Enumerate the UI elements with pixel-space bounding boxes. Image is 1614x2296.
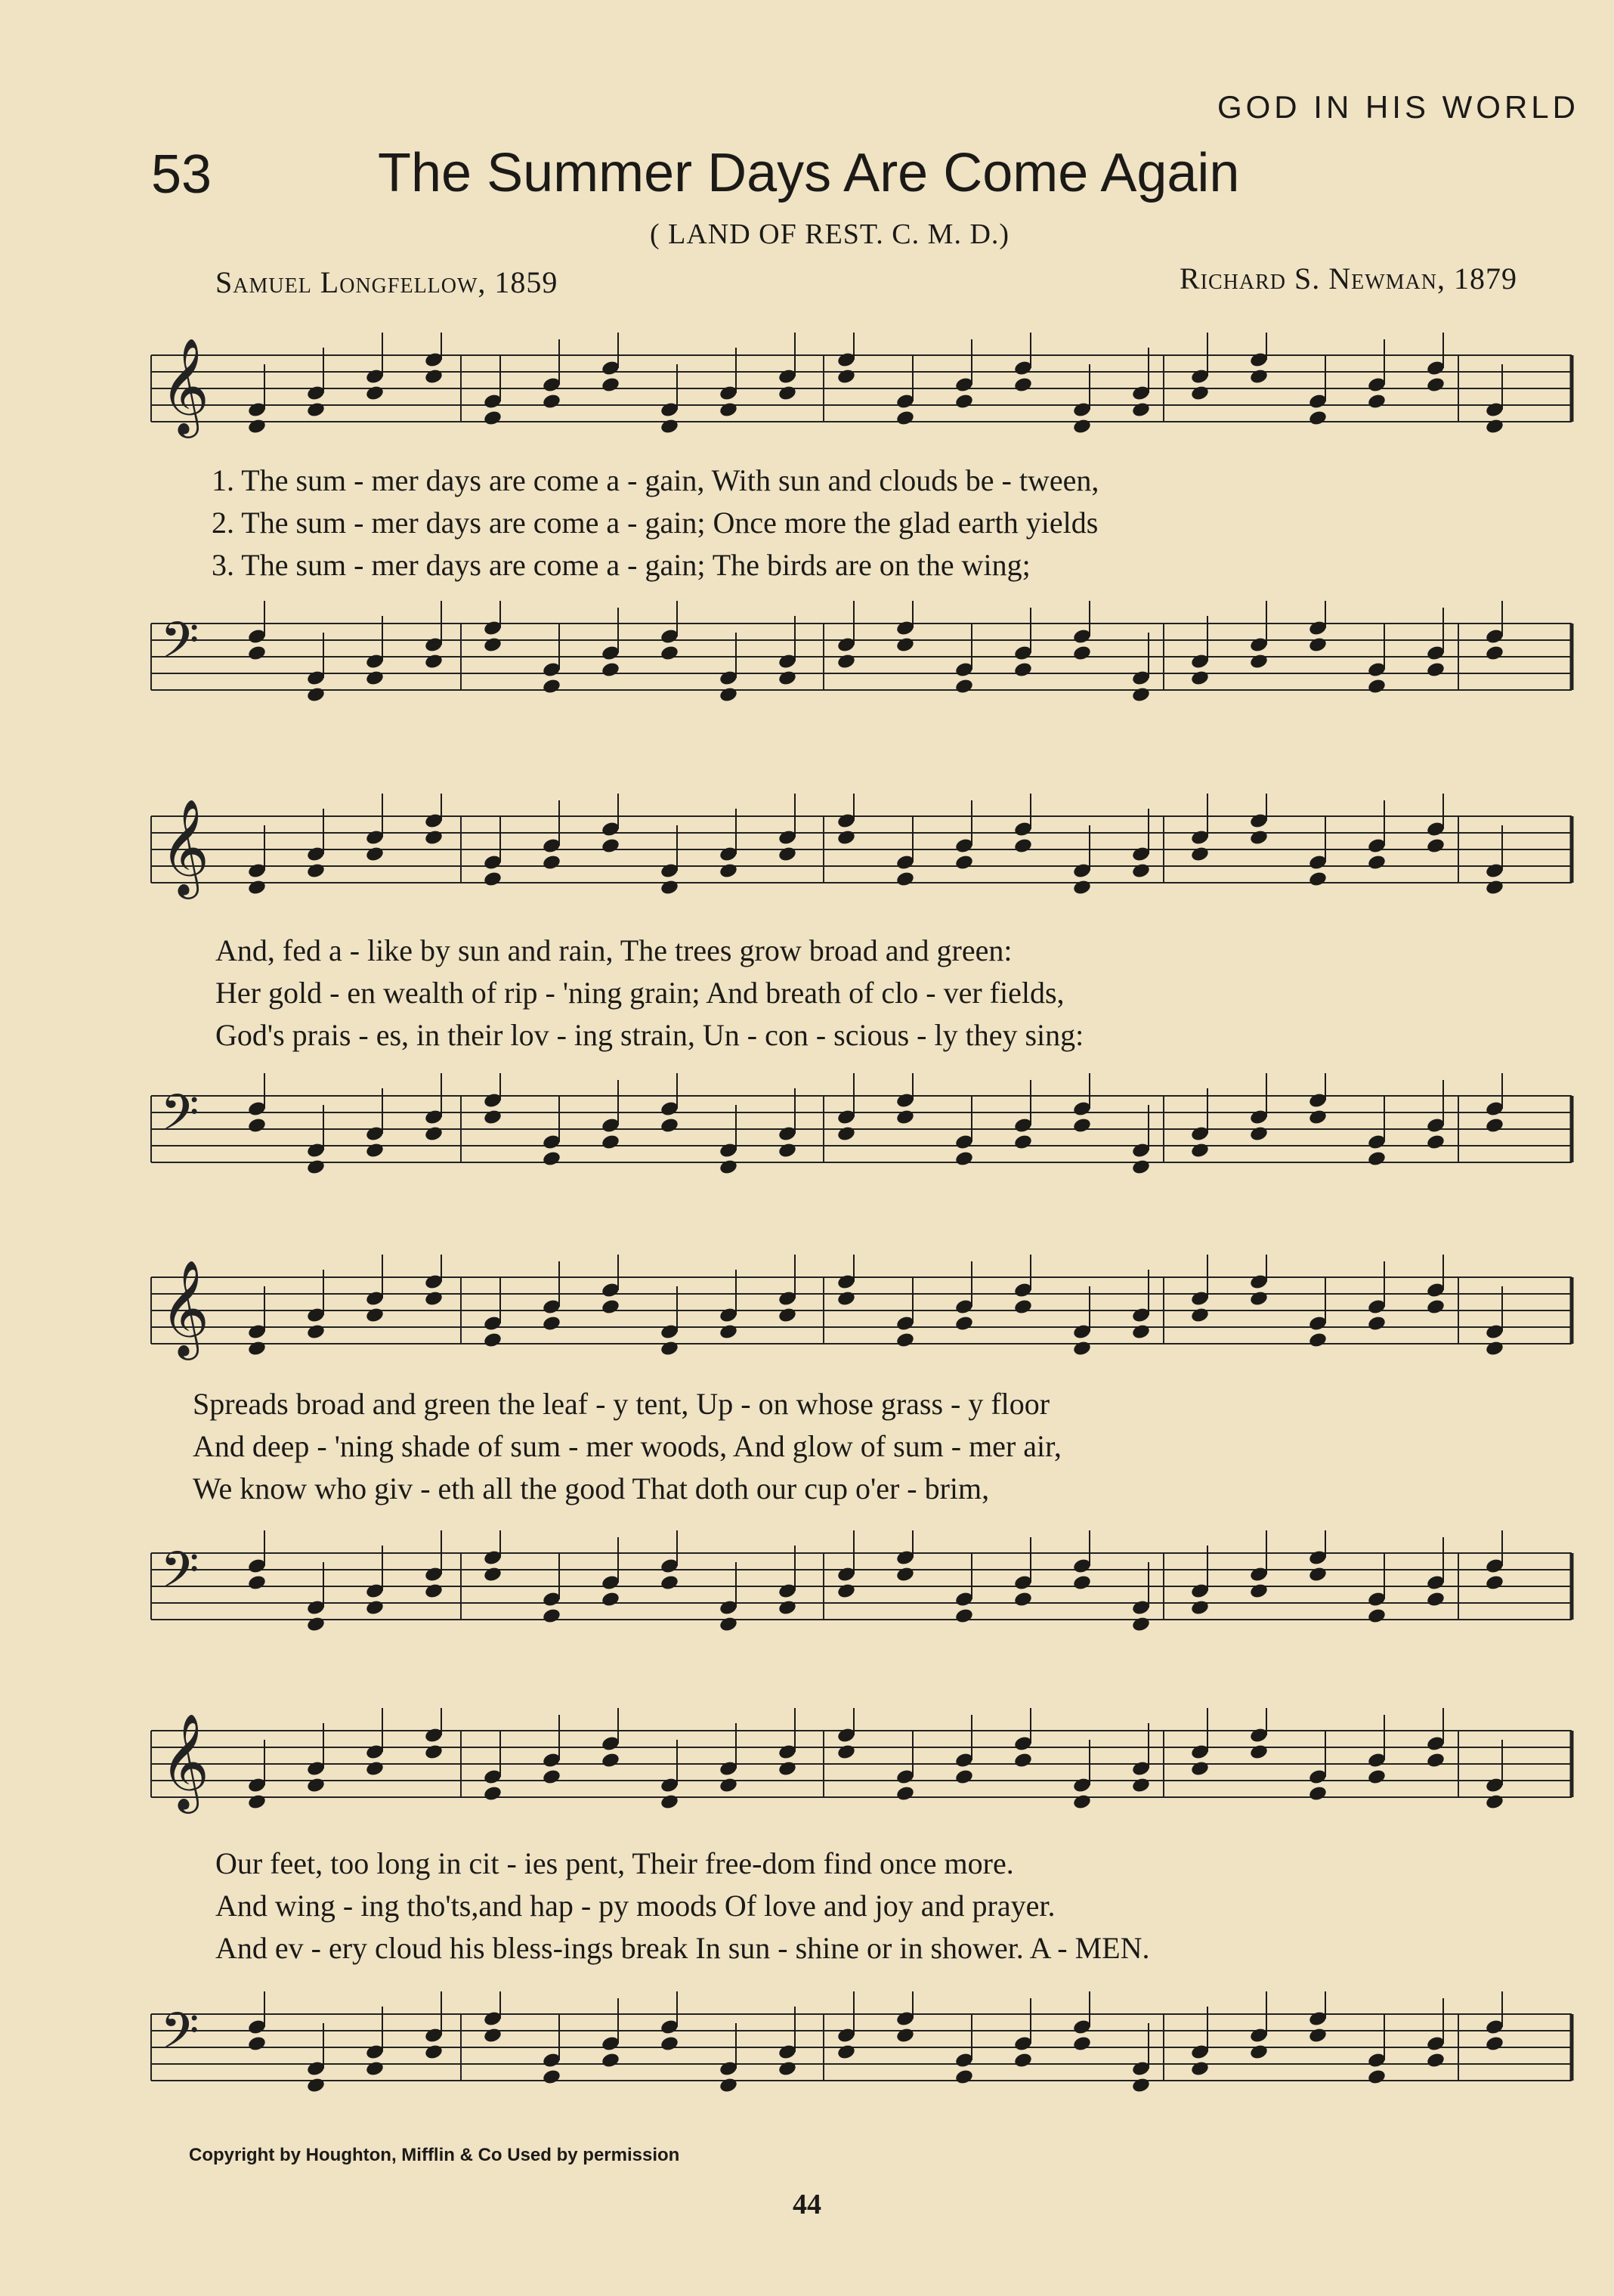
note-head (365, 670, 385, 687)
verse-line-2: And wing - ing tho'ts,and hap - py moods Of love and joy and prayer. (215, 1889, 1056, 1923)
note-head (778, 846, 797, 863)
note-head (660, 418, 679, 435)
note-head (1072, 1793, 1092, 1811)
note-head (1485, 1574, 1504, 1592)
treble-staff (144, 333, 1579, 446)
note-head (1485, 1793, 1504, 1811)
note-head (542, 2069, 561, 2086)
note-head (424, 368, 444, 385)
note-head (483, 871, 502, 888)
note-head (247, 1117, 267, 1134)
note-head (483, 636, 502, 654)
note-head (1072, 645, 1092, 662)
note-head (1426, 837, 1445, 855)
treble-staff (144, 1255, 1579, 1368)
note-head (1072, 418, 1092, 435)
note-head (1013, 2052, 1033, 2069)
note-head (1190, 385, 1210, 402)
note-head (1013, 661, 1033, 679)
note-head (1013, 1752, 1033, 1769)
note-head (1013, 1298, 1033, 1316)
note-head (542, 393, 561, 410)
note-head (1249, 1290, 1269, 1307)
note-head (836, 1744, 856, 1761)
verse-line-1: And, fed a - like by sun and rain, The trees grow broad and green: (215, 933, 1013, 967)
note-head (660, 1340, 679, 1357)
note-head (306, 1159, 326, 1176)
verse-line-3: And ev - ery cloud his bless-ings break In sun - shine or in shower. A - MEN. (215, 1931, 1150, 1965)
note-head (424, 1125, 444, 1143)
note-head (1426, 1298, 1445, 1316)
bass-clef-icon: 𝄢 (160, 1084, 199, 1154)
treble-staff-graphic (144, 1708, 1579, 1821)
music-system-2 (144, 778, 1579, 1187)
music-system-1 (144, 317, 1579, 726)
note-head (1367, 1608, 1387, 1625)
note-head (719, 1323, 738, 1341)
treble-staff-graphic (144, 794, 1579, 907)
note-head (836, 1125, 856, 1143)
note-head (895, 1109, 915, 1126)
note-head (483, 2027, 502, 2044)
verse-line-3: God's prais - es, in their lov - ing strain, Un - con - scious - ly they sing: (215, 1018, 1084, 1052)
note-head (1013, 1134, 1033, 1151)
bass-clef-icon: 𝄢 (160, 2002, 199, 2072)
lyrics-block (144, 1843, 1579, 1970)
note-head (542, 678, 561, 695)
note-head (660, 879, 679, 896)
note-head (1367, 678, 1387, 695)
note-head (954, 678, 974, 695)
note-head (365, 846, 385, 863)
bass-clef-icon: 𝄢 (160, 1541, 199, 1611)
note-head (1190, 1760, 1210, 1778)
note-head (719, 686, 738, 704)
note-head (247, 1793, 267, 1811)
bass-staff (144, 1073, 1579, 1187)
note-head (601, 1752, 620, 1769)
note-head (1485, 879, 1504, 896)
note-head (542, 1315, 561, 1332)
note-head (660, 1793, 679, 1811)
note-head (542, 1608, 561, 1625)
note-head (1249, 1744, 1269, 1761)
note-head (601, 661, 620, 679)
note-head (1367, 1150, 1387, 1168)
note-head (719, 862, 738, 880)
music-system-4 (144, 1693, 1579, 2116)
bass-staff-graphic (144, 1073, 1579, 1187)
note-head (1308, 1566, 1328, 1583)
note-head (601, 376, 620, 394)
note-head (1190, 1142, 1210, 1159)
note-head (483, 410, 502, 427)
note-head (954, 393, 974, 410)
note-head (1308, 1332, 1328, 1349)
note-head (1426, 661, 1445, 679)
note-head (719, 1159, 738, 1176)
composer-credit: Richard S. Newman, 1879 (1179, 261, 1517, 296)
note-head (1190, 846, 1210, 863)
treble-staff-graphic (144, 1255, 1579, 1368)
verse-line-3: We know who giv - eth all the good That doth our cup o'er - brim, (193, 1471, 990, 1505)
lyrics-block (144, 1383, 1579, 1510)
note-head (1367, 854, 1387, 871)
note-head (1013, 837, 1033, 855)
note-head (483, 1785, 502, 1802)
note-head (778, 385, 797, 402)
note-head (1131, 1159, 1151, 1176)
note-head (1072, 2035, 1092, 2053)
note-head (719, 1777, 738, 1794)
bass-staff (144, 1991, 1579, 2105)
note-head (954, 854, 974, 871)
note-head (778, 1760, 797, 1778)
note-head (1308, 2027, 1328, 2044)
note-head (1308, 636, 1328, 654)
note-head (836, 1290, 856, 1307)
note-head (483, 1332, 502, 1349)
note-head (954, 1150, 974, 1168)
note-head (601, 837, 620, 855)
note-head (1249, 1583, 1269, 1600)
note-head (1249, 1125, 1269, 1143)
note-head (1485, 418, 1504, 435)
note-head (601, 1591, 620, 1608)
note-head (306, 2077, 326, 2094)
note-head (1131, 1323, 1151, 1341)
note-head (1367, 1315, 1387, 1332)
note-head (542, 1150, 561, 1168)
note-head (895, 1332, 915, 1349)
copyright-notice: Copyright by Houghton, Mifflin & Co Used by permission (189, 2145, 680, 2165)
note-head (365, 385, 385, 402)
note-head (895, 410, 915, 427)
verse-line-2: Her gold - en wealth of rip - 'ning grain; And breath of clo - ver fields, (215, 976, 1065, 1010)
music-system-3 (144, 1239, 1579, 1648)
note-head (1308, 1109, 1328, 1126)
note-head (1072, 1574, 1092, 1592)
note-head (424, 1583, 444, 1600)
note-head (660, 1574, 679, 1592)
section-heading: GOD IN HIS WORLD (1217, 89, 1579, 125)
note-head (247, 645, 267, 662)
note-head (836, 829, 856, 846)
note-head (306, 1777, 326, 1794)
note-head (778, 1599, 797, 1617)
note-head (836, 653, 856, 670)
note-head (1072, 1340, 1092, 1357)
treble-staff (144, 794, 1579, 907)
note-head (719, 1616, 738, 1633)
note-head (1190, 1599, 1210, 1617)
note-head (1426, 376, 1445, 394)
note-head (895, 1785, 915, 1802)
note-head (1013, 376, 1033, 394)
note-head (895, 1566, 915, 1583)
treble-staff-graphic (144, 333, 1579, 446)
note-head (306, 862, 326, 880)
note-head (778, 670, 797, 687)
bass-staff (144, 601, 1579, 714)
treble-staff (144, 1708, 1579, 1821)
note-head (719, 401, 738, 419)
note-head (1190, 2060, 1210, 2078)
lyrics-block (144, 930, 1579, 1057)
note-head (660, 1117, 679, 1134)
note-head (1426, 1134, 1445, 1151)
note-head (306, 1323, 326, 1341)
note-head (1131, 1616, 1151, 1633)
note-head (247, 879, 267, 896)
note-head (1308, 871, 1328, 888)
verse-line-3: 3. The sum - mer days are come a - gain; The birds are on the wing; (212, 548, 1031, 582)
note-head (306, 401, 326, 419)
hymn-number: 53 (151, 144, 212, 205)
note-head (1249, 2044, 1269, 2061)
note-head (895, 871, 915, 888)
note-head (1072, 879, 1092, 896)
note-head (660, 645, 679, 662)
note-head (365, 1599, 385, 1617)
note-head (895, 636, 915, 654)
note-head (1249, 368, 1269, 385)
note-head (247, 1340, 267, 1357)
note-head (778, 1307, 797, 1324)
verse-line-2: 2. The sum - mer days are come a - gain; Once more the glad earth yields (212, 506, 1099, 540)
treble-clef-icon: 𝄞 (160, 337, 210, 434)
note-head (1308, 1785, 1328, 1802)
note-head (1131, 1777, 1151, 1794)
note-head (365, 2060, 385, 2078)
note-head (778, 1142, 797, 1159)
note-head (601, 1298, 620, 1316)
note-head (1485, 1117, 1504, 1134)
note-head (542, 1768, 561, 1786)
note-head (601, 2052, 620, 2069)
note-head (895, 2027, 915, 2044)
note-head (1190, 670, 1210, 687)
note-head (1131, 2077, 1151, 2094)
author-credit: Samuel Longfellow, 1859 (215, 265, 558, 299)
note-head (424, 829, 444, 846)
note-head (1426, 1591, 1445, 1608)
page-number: 44 (793, 2189, 821, 2220)
note-head (1131, 686, 1151, 704)
note-head (601, 1134, 620, 1151)
note-head (424, 1290, 444, 1307)
note-head (306, 1616, 326, 1633)
note-head (1131, 862, 1151, 880)
note-head (247, 2035, 267, 2053)
note-head (1308, 410, 1328, 427)
note-head (1131, 401, 1151, 419)
note-head (954, 2069, 974, 2086)
note-head (247, 1574, 267, 1592)
note-head (1426, 1752, 1445, 1769)
note-head (483, 1566, 502, 1583)
note-head (1013, 1591, 1033, 1608)
verse-line-1: 1. The sum - mer days are come a - gain, With sun and clouds be - tween, (212, 463, 1099, 497)
treble-clef-icon: 𝄞 (160, 798, 210, 895)
bass-staff-graphic (144, 601, 1579, 714)
note-head (424, 653, 444, 670)
note-head (424, 2044, 444, 2061)
verse-line-1: Our feet, too long in cit - ies pent, Their free-dom find once more. (215, 1846, 1014, 1880)
note-head (1485, 2035, 1504, 2053)
note-head (1072, 1117, 1092, 1134)
note-head (365, 1142, 385, 1159)
verse-line-1: Spreads broad and green the leaf - y tent, Up - on whose grass - y floor (193, 1387, 1050, 1421)
bass-staff-graphic (144, 1991, 1579, 2105)
treble-clef-icon: 𝄞 (160, 1259, 210, 1356)
hymn-title: The Summer Days Are Come Again (378, 143, 1240, 203)
note-head (1485, 1340, 1504, 1357)
treble-clef-icon: 𝄞 (160, 1713, 210, 1809)
note-head (365, 1307, 385, 1324)
bass-clef-icon: 𝄢 (160, 611, 199, 682)
note-head (1367, 393, 1387, 410)
note-head (365, 1760, 385, 1778)
tune-name: ( LAND OF REST. C. M. D.) (649, 218, 1010, 250)
note-head (483, 1109, 502, 1126)
note-head (836, 1583, 856, 1600)
note-head (1249, 653, 1269, 670)
note-head (1426, 2052, 1445, 2069)
note-head (306, 686, 326, 704)
note-head (954, 1608, 974, 1625)
note-head (1367, 2069, 1387, 2086)
note-head (954, 1315, 974, 1332)
note-head (836, 2044, 856, 2061)
note-head (954, 1768, 974, 1786)
note-head (247, 418, 267, 435)
note-head (542, 854, 561, 871)
bass-staff-graphic (144, 1530, 1579, 1644)
note-head (424, 1744, 444, 1761)
verse-line-2: And deep - 'ning shade of sum - mer woods, And glow of sum - mer air, (193, 1429, 1062, 1463)
lyrics-block (144, 460, 1579, 586)
note-head (778, 2060, 797, 2078)
note-head (719, 2077, 738, 2094)
note-head (1249, 829, 1269, 846)
note-head (1367, 1768, 1387, 1786)
bass-staff (144, 1530, 1579, 1644)
note-head (660, 2035, 679, 2053)
note-head (1485, 645, 1504, 662)
note-head (1190, 1307, 1210, 1324)
note-head (836, 368, 856, 385)
